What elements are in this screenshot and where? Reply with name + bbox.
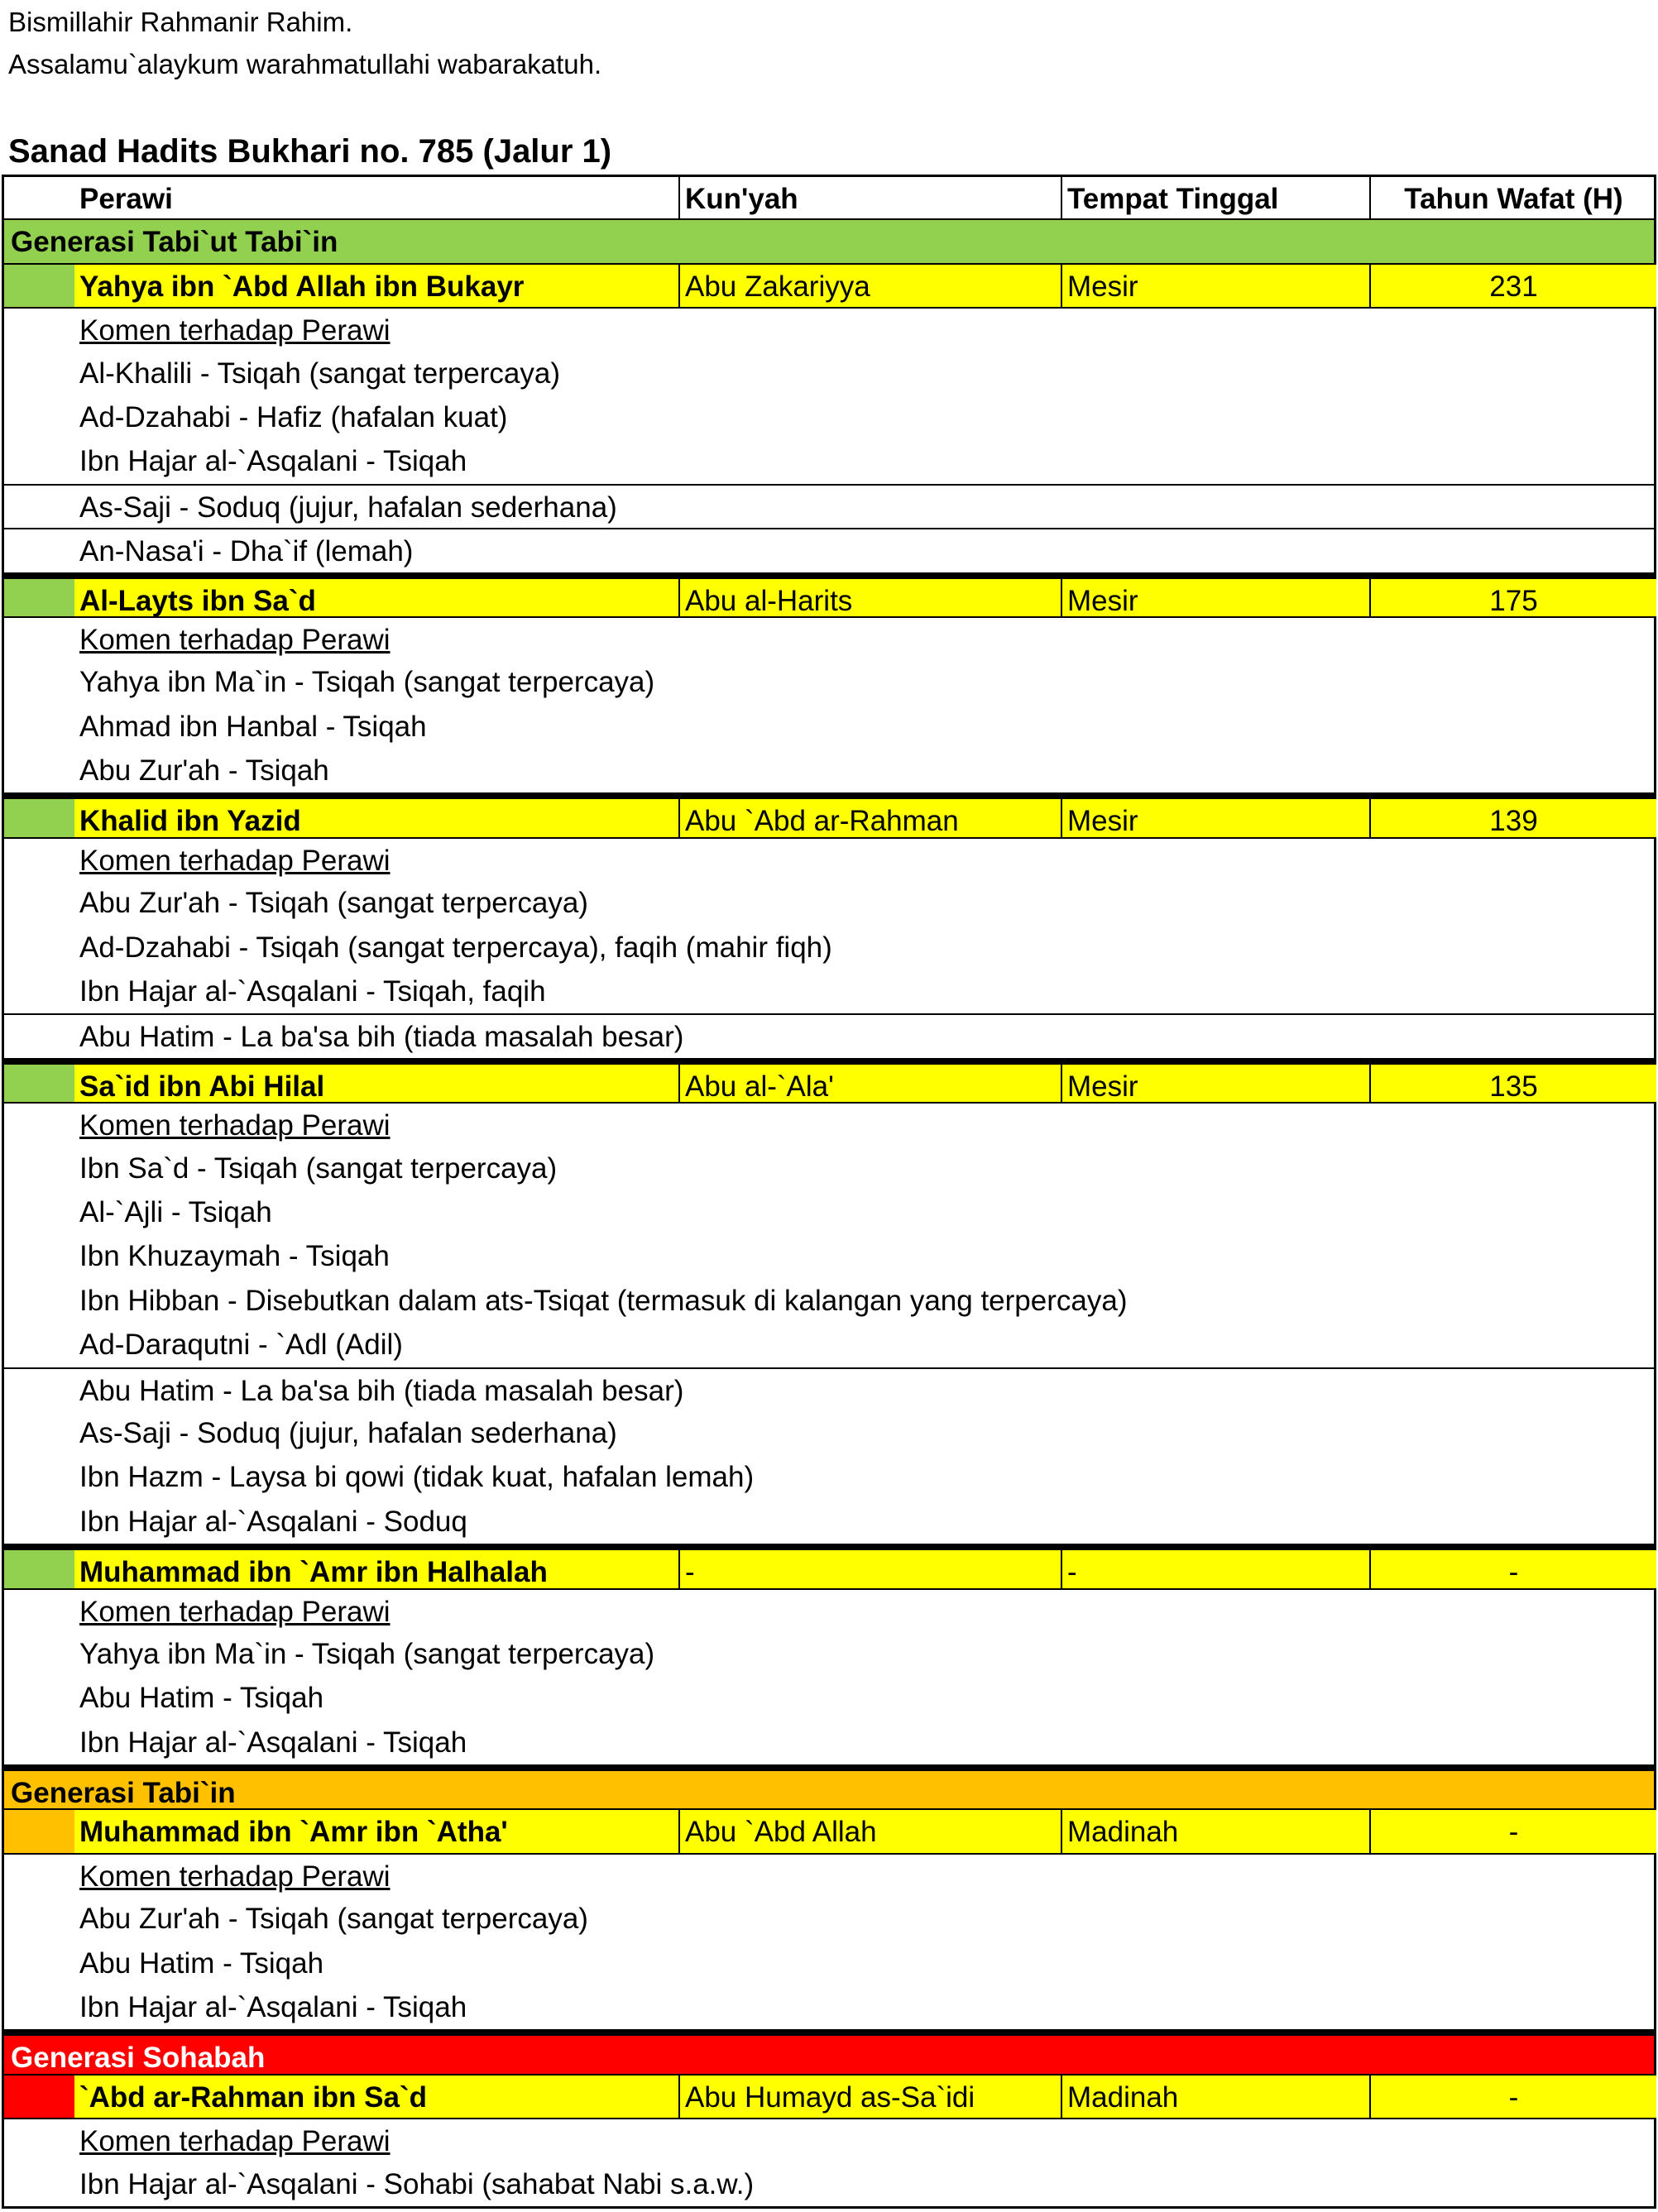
narrator-tahun-wafat: -: [1369, 2076, 1656, 2118]
narrator-name: Muhammad ibn `Amr ibn Halhalah: [74, 1550, 678, 1587]
header-tahun-wafat: Tahun Wafat (H): [1369, 177, 1656, 218]
narrator-tempat-tinggal: Mesir: [1061, 799, 1369, 836]
comment-heading-cell: [74, 618, 678, 660]
comment-row: [4, 1632, 1654, 1676]
header-tempat-tinggal: Tempat Tinggal: [1061, 177, 1369, 218]
comment-heading-row: [4, 307, 1654, 351]
generation-color-marker: [4, 265, 74, 307]
comment-row: [4, 705, 1654, 749]
generation-row: Generasi Sohabah: [4, 2029, 1654, 2073]
comment-row: [4, 1367, 1654, 1411]
comment-row: [4, 2162, 1654, 2206]
narrator-row: [4, 2074, 1654, 2118]
comment-text: Ibn Hajar al-`Asqalani - Sohabi (sahabat Nabi s.a.w.): [79, 2167, 755, 2200]
narrator-tahun-wafat: 139: [1369, 799, 1656, 836]
comment-text: Ibn Hajar al-`Asqalani - Tsiqah: [79, 1726, 467, 1759]
comment-text: Abu Zur'ah - Tsiqah: [79, 754, 329, 788]
comment-heading-row: [4, 1102, 1654, 1146]
narrator-row: [4, 1808, 1654, 1852]
comment-text: Abu Zur'ah - Tsiqah (sangat terpercaya): [79, 887, 588, 920]
comment-heading-row: [4, 2118, 1654, 2162]
narrator-row: [4, 572, 1654, 616]
generation-row: Generasi Tabi`in: [4, 1764, 1654, 1808]
comment-text: Abu Hatim - Tsiqah: [79, 1946, 324, 1980]
narrator-kunyah: Abu Zakariyya: [678, 265, 1061, 307]
narrator-tempat-tinggal: Mesir: [1061, 1065, 1369, 1102]
comment-heading-cell: [74, 839, 678, 881]
narrator-kunyah: Abu al-Harits: [678, 579, 1061, 616]
narrator-tahun-wafat: 175: [1369, 579, 1656, 616]
comment-heading: Komen terhadap Perawi: [79, 623, 391, 656]
generation-color-marker: [4, 579, 74, 616]
comment-text: An-Nasa'i - Dha`if (lemah): [79, 535, 414, 568]
comment-heading: Komen terhadap Perawi: [79, 844, 391, 877]
narrator-name: Khalid ibn Yazid: [74, 799, 678, 836]
comment-row: [4, 926, 1654, 970]
comment-text: Abu Hatim - La ba'sa bih (tiada masalah besar): [79, 1374, 684, 1407]
narrator-name: Yahya ibn `Abd Allah ibn Bukayr: [74, 265, 678, 307]
narrator-tahun-wafat: 135: [1369, 1065, 1656, 1102]
comment-row: [4, 1500, 1654, 1544]
narrator-tahun-wafat: -: [1369, 1550, 1656, 1587]
comment-row: [4, 1985, 1654, 2029]
narrator-tahun-wafat: 231: [1369, 265, 1656, 307]
comment-row: [4, 1411, 1654, 1455]
comment-row: [4, 395, 1654, 439]
comment-row: [4, 1323, 1654, 1367]
narrator-tempat-tinggal: Madinah: [1061, 1810, 1369, 1852]
comment-text: Ad-Dzahabi - Tsiqah (sangat terpercaya), faqih (mahir fiqh): [79, 931, 832, 964]
comment-heading-cell: [74, 1104, 678, 1146]
comment-heading-row: [4, 1853, 1654, 1897]
header-kunyah: Kun'yah: [678, 177, 1061, 218]
comment-text: Ibn Sa`d - Tsiqah (sangat terpercaya): [79, 1151, 558, 1185]
comment-heading: Komen terhadap Perawi: [79, 314, 391, 347]
generation-color-marker: [4, 2076, 74, 2118]
comment-heading-cell: [74, 2119, 678, 2162]
comment-text: Abu Hatim - La ba'sa bih (tiada masalah besar): [79, 1021, 684, 1054]
narrator-kunyah: Abu `Abd Allah: [678, 1810, 1061, 1852]
narrator-tempat-tinggal: Madinah: [1061, 2076, 1369, 2118]
generation-color-marker: [4, 1810, 74, 1852]
comment-heading: Komen terhadap Perawi: [79, 1109, 391, 1142]
comment-row: [4, 660, 1654, 704]
comment-row: [4, 1676, 1654, 1720]
narrator-kunyah: Abu Humayd as-Sa`idi: [678, 2076, 1061, 2118]
comment-text: Ad-Daraqutni - `Adl (Adil): [79, 1329, 403, 1362]
generation-row: Generasi Tabi`ut Tabi`in: [4, 218, 1654, 262]
header-perawi: Perawi: [79, 183, 173, 215]
narrator-name: `Abd ar-Rahman ibn Sa`d: [74, 2076, 678, 2118]
comment-row: [4, 970, 1654, 1013]
comment-row: [4, 1279, 1654, 1323]
comment-row: [4, 749, 1654, 792]
comment-row: [4, 439, 1654, 483]
comment-row: [4, 484, 1654, 528]
narrator-kunyah: Abu al-`Ala': [678, 1065, 1061, 1102]
comment-text: Ahmad ibn Hanbal - Tsiqah: [79, 710, 427, 743]
comment-row: [4, 1721, 1654, 1764]
narrator-name: Al-Layts ibn Sa`d: [74, 579, 678, 616]
comment-text: Ibn Khuzaymah - Tsiqah: [79, 1240, 390, 1273]
comment-heading: Komen terhadap Perawi: [79, 1595, 391, 1628]
greeting-line-1: Bismillahir Rahmanir Rahim.: [8, 7, 353, 37]
greeting-line-2: Assalamu`alaykum warahmatullahi wabarakatuh.: [8, 49, 602, 79]
comment-text: Al-`Ajli - Tsiqah: [79, 1195, 272, 1228]
narrator-name: Muhammad ibn `Amr ibn `Atha': [74, 1810, 678, 1852]
narrator-tempat-tinggal: Mesir: [1061, 265, 1369, 307]
comment-heading-row: [4, 616, 1654, 660]
comment-text: Yahya ibn Ma`in - Tsiqah (sangat terpercaya): [79, 666, 655, 699]
generation-color-marker: [4, 1550, 74, 1587]
comment-text: Ibn Hajar al-`Asqalani - Tsiqah, faqih: [79, 975, 546, 1008]
comment-row: [4, 352, 1654, 395]
narrator-kunyah: Abu `Abd ar-Rahman: [678, 799, 1061, 836]
comment-heading: Komen terhadap Perawi: [79, 2125, 391, 2158]
comment-row: [4, 1013, 1654, 1057]
comment-row: [4, 1941, 1654, 1985]
narrator-tempat-tinggal: -: [1061, 1550, 1369, 1587]
comment-row: [4, 1897, 1654, 1941]
comment-heading-row: [4, 1588, 1654, 1632]
narrator-name: Sa`id ibn Abi Hilal: [74, 1065, 678, 1102]
comment-row: [4, 1147, 1654, 1190]
narrator-kunyah: -: [678, 1550, 1061, 1587]
page-title: Sanad Hadits Bukhari no. 785 (Jalur 1): [8, 133, 612, 170]
narrator-row: [4, 263, 1654, 307]
comment-text: Ad-Dzahabi - Hafiz (hafalan kuat): [79, 400, 508, 433]
comment-text: Ibn Hajar al-`Asqalani - Soduq: [79, 1505, 467, 1538]
comment-row: [4, 1234, 1654, 1278]
narrator-row: [4, 792, 1654, 836]
comment-text: Ibn Hajar al-`Asqalani - Tsiqah: [79, 445, 467, 478]
narrator-row: [4, 1058, 1654, 1102]
generation-color-marker: [4, 799, 74, 836]
comment-row: [4, 528, 1654, 572]
narrator-tahun-wafat: -: [1369, 1810, 1656, 1852]
comment-text: Abu Zur'ah - Tsiqah (sangat terpercaya): [79, 1903, 588, 1936]
comment-heading-cell: [74, 1590, 678, 1632]
sanad-table: [2, 175, 1656, 2209]
comment-heading-cell: [74, 309, 678, 351]
comment-text: As-Saji - Soduq (jujur, hafalan sederhana): [79, 1416, 617, 1449]
comment-row: [4, 881, 1654, 925]
comment-row: [4, 1455, 1654, 1499]
header-blank-cell: [4, 177, 74, 218]
comment-heading-row: [4, 837, 1654, 881]
comment-text: Al-Khalili - Tsiqah (sangat terpercaya): [79, 357, 561, 390]
narrator-tempat-tinggal: Mesir: [1061, 579, 1369, 616]
generation-color-marker: [4, 1065, 74, 1102]
comment-heading-cell: [74, 1855, 678, 1897]
comment-text: Ibn Hibban - Disebutkan dalam ats-Tsiqat (termasuk di kalangan yang terpercaya): [79, 1284, 1128, 1317]
narrator-row: [4, 1544, 1654, 1587]
comment-text: Ibn Hazm - Laysa bi qowi (tidak kuat, hafalan lemah): [79, 1461, 755, 1494]
comment-text: Ibn Hajar al-`Asqalani - Tsiqah: [79, 1991, 467, 2024]
comment-text: As-Saji - Soduq (jujur, hafalan sederhana): [79, 491, 617, 524]
comment-text: Abu Hatim - Tsiqah: [79, 1682, 324, 1715]
comment-row: [4, 1190, 1654, 1234]
comment-heading: Komen terhadap Perawi: [79, 1860, 391, 1893]
table-header-row: [4, 175, 1654, 218]
comment-text: Yahya ibn Ma`in - Tsiqah (sangat terpercaya): [79, 1637, 655, 1670]
